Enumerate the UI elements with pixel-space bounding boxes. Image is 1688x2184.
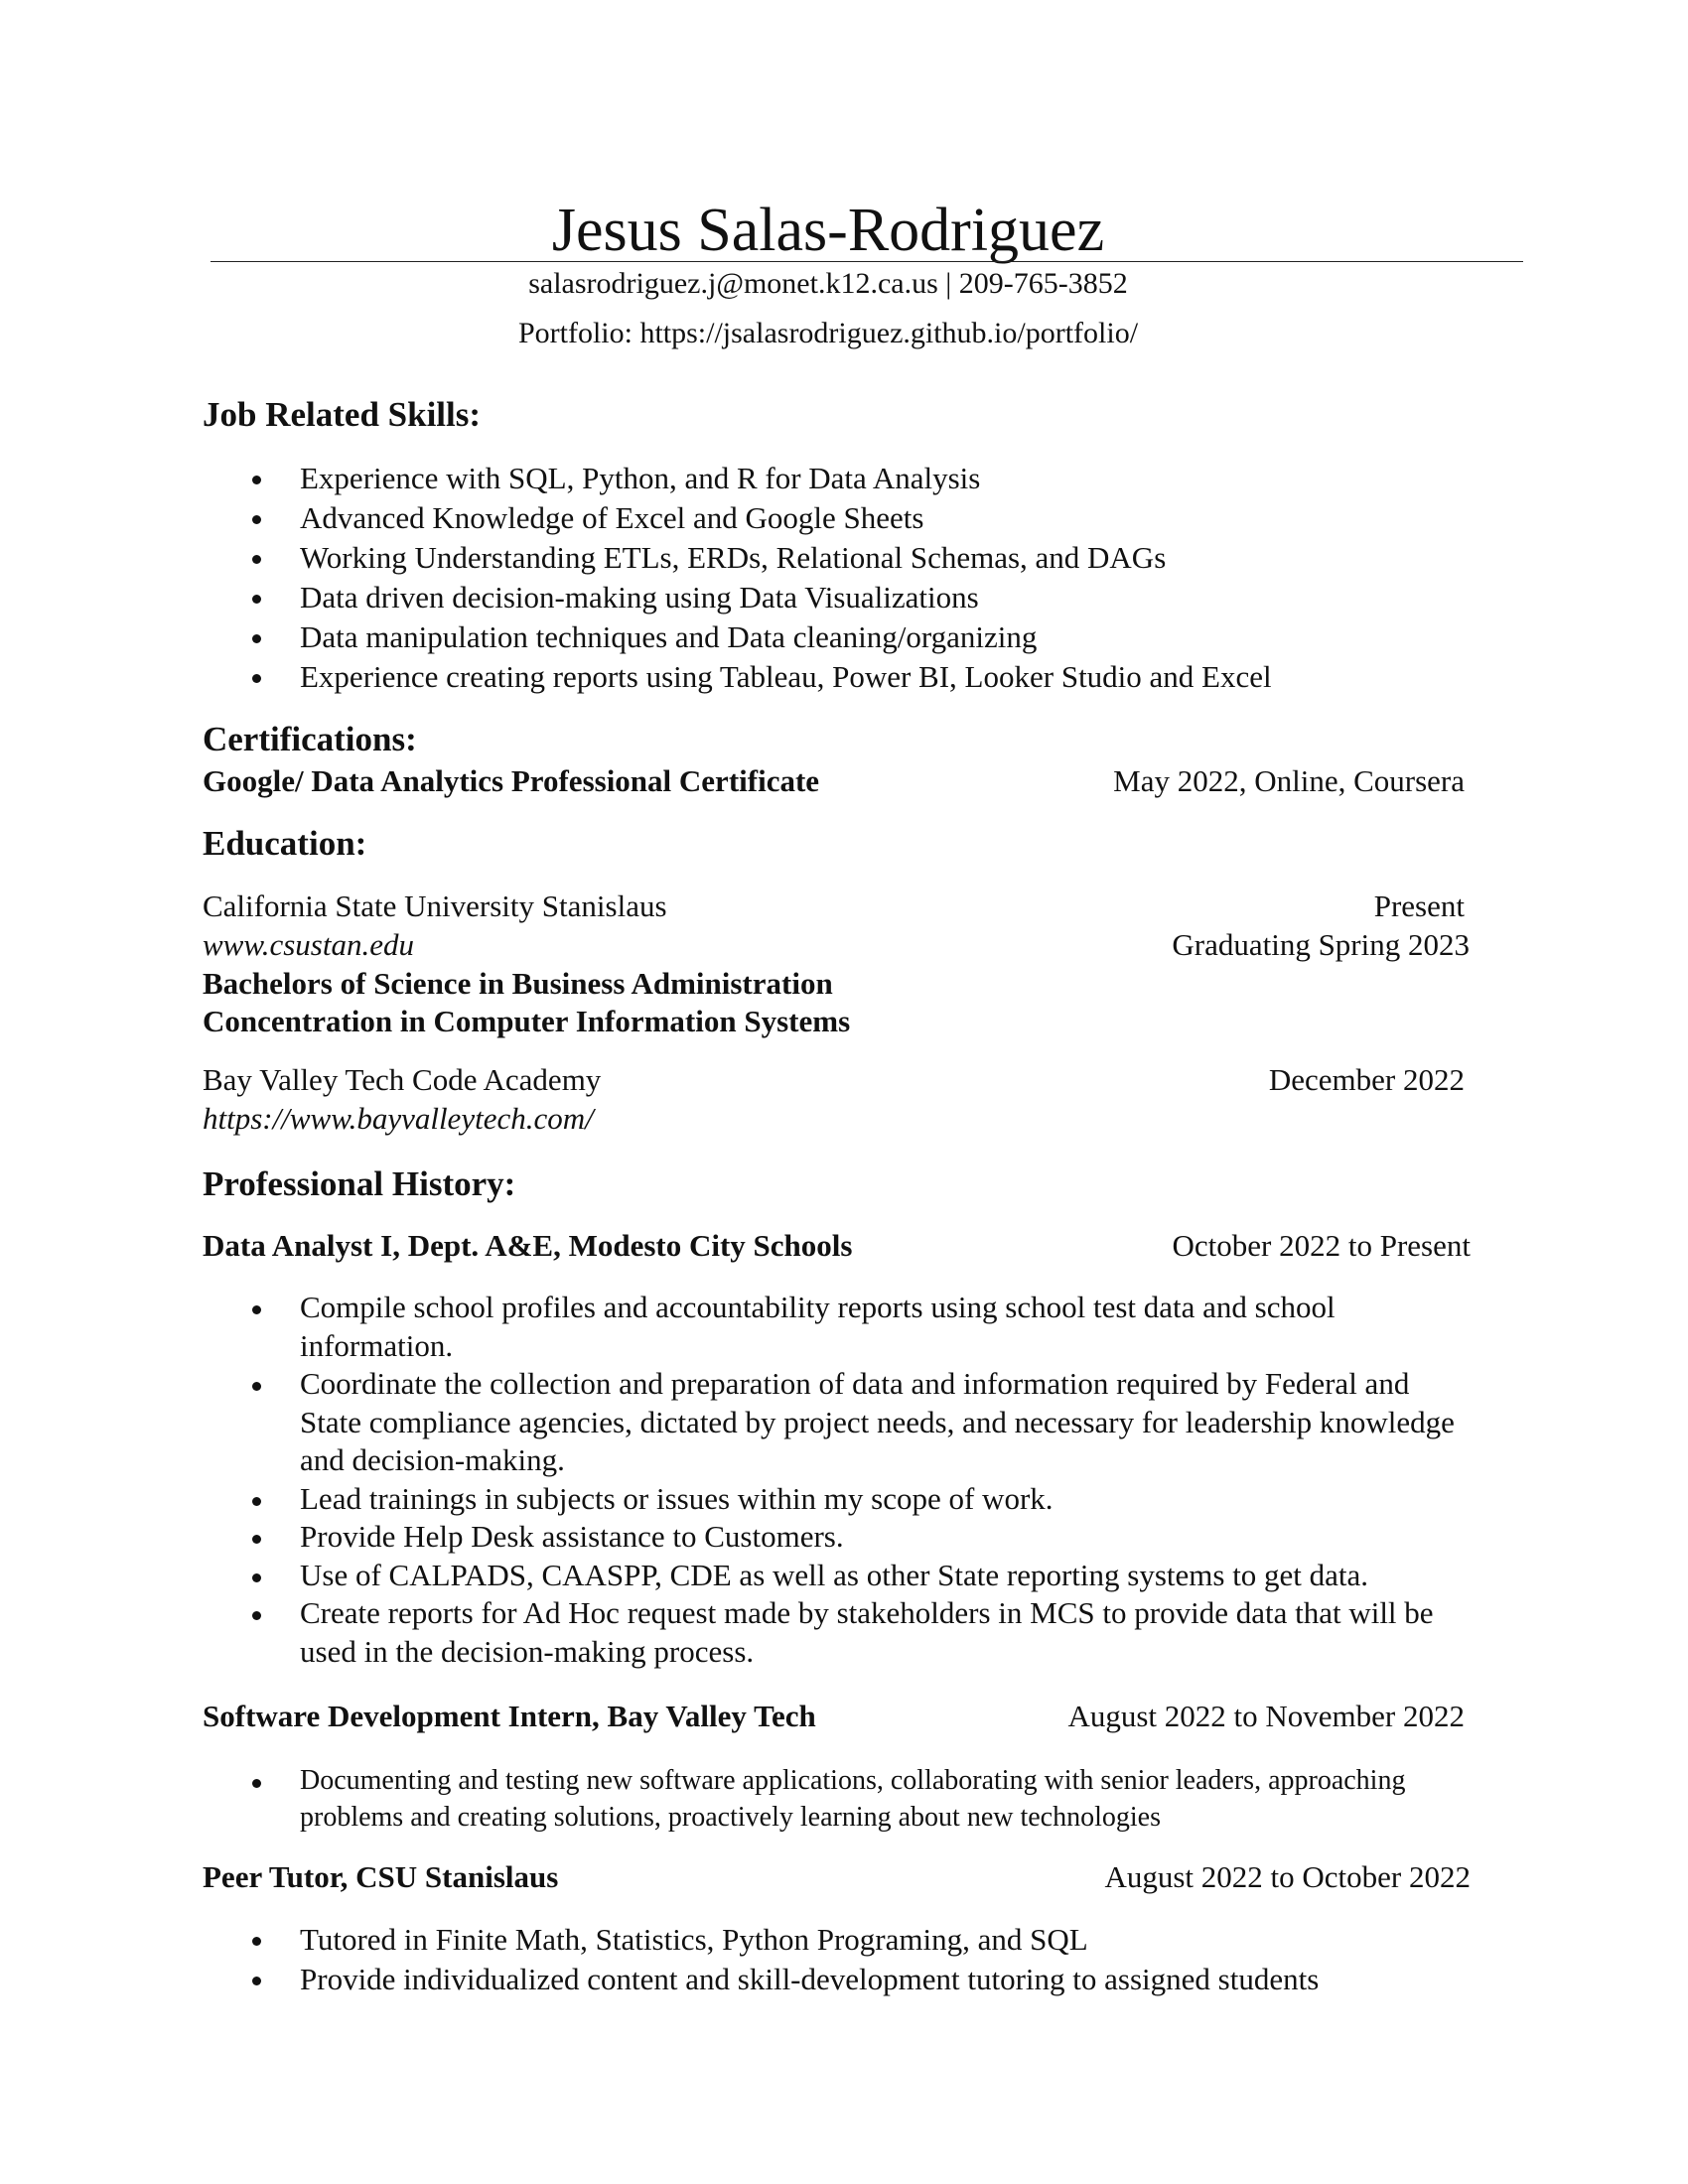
bullet-icon xyxy=(252,634,261,643)
bullet-icon xyxy=(252,476,261,484)
header-divider xyxy=(211,261,1523,262)
list-item: Provide Help Desk assistance to Customers. xyxy=(0,1518,1477,1557)
certifications-heading: Certifications: xyxy=(203,720,417,758)
bullet-icon xyxy=(252,674,261,683)
list-item: Tutored in Finite Math, Statistics, Python Programing, and SQL xyxy=(0,1920,1477,1960)
bullet-icon xyxy=(252,555,261,564)
job-duties-list xyxy=(0,1920,1489,1999)
list-item: Lead trainings in subjects or issues within my scope of work. xyxy=(0,1480,1477,1519)
list-item: Use of CALPADS, CAASPP, CDE as well as other State reporting systems to get data. xyxy=(0,1557,1477,1595)
school-name: California State University Stanislaus xyxy=(203,888,667,923)
portfolio-line: Portfolio: https://jsalasrodriguez.github.io/portfolio/ xyxy=(517,317,1139,349)
degree-title: Bachelors of Science in Business Administration xyxy=(203,966,833,1001)
bullet-icon xyxy=(252,1305,261,1314)
bullet-icon xyxy=(252,1497,261,1506)
bullet-icon xyxy=(252,515,261,524)
list-item: Data manipulation techniques and Data cleaning/organizing xyxy=(0,617,1477,657)
skills-heading: Job Related Skills: xyxy=(203,395,482,434)
bullet-icon xyxy=(252,1382,261,1391)
contact-line: salasrodriguez.j@monet.k12.ca.us | 209-765-3852 xyxy=(528,267,1128,300)
bullet-icon xyxy=(252,1611,261,1620)
degree-concentration: Concentration in Computer Information Systems xyxy=(203,1004,851,1038)
resume-name: Jesus Salas-Rodriguez xyxy=(551,197,1105,264)
job-dates: August 2022 to October 2022 xyxy=(1104,1859,1471,1894)
skills-list xyxy=(0,459,1489,697)
list-item: Provide individualized content and skill-development tutoring to assigned students xyxy=(0,1960,1477,1999)
bullet-icon xyxy=(252,1977,261,1985)
school-website: www.csustan.edu xyxy=(203,927,414,962)
job-dates: October 2022 to Present xyxy=(1172,1228,1471,1263)
job-duties-list xyxy=(0,1289,1489,1671)
certificate-title: Google/ Data Analytics Professional Certificate xyxy=(203,763,820,798)
list-item: Working Understanding ETLs, ERDs, Relational Schemas, and DAGs xyxy=(0,538,1477,578)
graduation-date: Graduating Spring 2023 xyxy=(1172,927,1470,962)
bullet-icon xyxy=(252,1779,261,1788)
bullet-icon xyxy=(252,595,261,604)
school-status: Present xyxy=(1373,888,1465,923)
list-item: Coordinate the collection and preparation of data and information required by Federal and State compliance agencies, dictated by project needs, and necessary for leadership knowledge and decision-making. xyxy=(0,1365,1477,1480)
list-item: Create reports for Ad Hoc request made by stakeholders in MCS to provide data that will be used in the decision-making process. xyxy=(0,1594,1477,1671)
list-item: Documenting and testing new software applications, collaborating with senior leaders, approaching problems and creating solutions, proactively learning about new technologies xyxy=(0,1762,1477,1836)
school-name: Bay Valley Tech Code Academy xyxy=(203,1062,602,1097)
bullet-icon xyxy=(252,1535,261,1544)
job-title: Software Development Intern, Bay Valley Tech xyxy=(203,1699,816,1733)
list-item: Experience with SQL, Python, and R for Data Analysis xyxy=(0,459,1477,498)
list-item: Compile school profiles and accountability reports using school test data and school information. xyxy=(0,1289,1477,1365)
job-title: Data Analyst I, Dept. A&E, Modesto City Schools xyxy=(203,1228,853,1263)
history-heading: Professional History: xyxy=(203,1164,516,1203)
job-dates: August 2022 to November 2022 xyxy=(1067,1699,1465,1733)
school-website: https://www.bayvalleytech.com/ xyxy=(203,1101,594,1136)
list-item: Experience creating reports using Tableau, Power BI, Looker Studio and Excel xyxy=(0,657,1477,697)
list-item: Data driven decision-making using Data Visualizations xyxy=(0,578,1477,617)
education-heading: Education: xyxy=(203,824,367,863)
job-duties-list xyxy=(0,1762,1489,1836)
job-title: Peer Tutor, CSU Stanislaus xyxy=(203,1859,559,1894)
school-date: December 2022 xyxy=(1268,1062,1465,1097)
certificate-details: May 2022, Online, Coursera xyxy=(1113,763,1465,798)
list-item: Advanced Knowledge of Excel and Google Sheets xyxy=(0,498,1477,538)
bullet-icon xyxy=(252,1937,261,1946)
bullet-icon xyxy=(252,1573,261,1582)
